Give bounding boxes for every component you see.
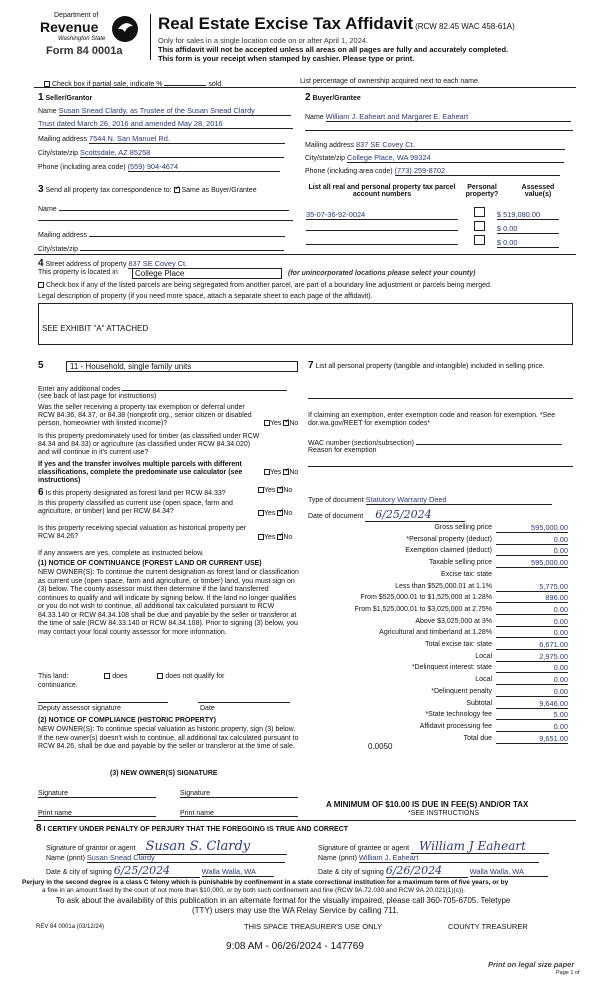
partial-percent-field[interactable] — [164, 78, 206, 86]
s3-mail-field[interactable] — [89, 229, 285, 237]
calc-row-value[interactable]: 0.00 — [496, 687, 568, 697]
calc-row-label: *Personal property (deduct) — [406, 535, 492, 543]
calc-row-value[interactable]: 0.00 — [496, 546, 568, 556]
grantor-signature-field[interactable]: Susan S. Clardy — [137, 839, 287, 855]
dor-logo — [40, 12, 140, 58]
doc-date-label: Date of document — [308, 513, 364, 520]
street-label: Street address of property — [45, 261, 127, 268]
historic-question: Is this property receiving special valuation as historical property per RCW 84.26? — [38, 525, 247, 540]
calc-row-value[interactable]: 0.00 — [496, 628, 568, 638]
calc-row — [300, 593, 572, 604]
partial-sale-label: Check box if partial sale, indicate % — [51, 81, 163, 88]
section-3-number: 3 — [38, 184, 44, 195]
grantor-date-field[interactable]: 6/25/2024 — [114, 864, 200, 878]
location-note: (for unincorporated locations please select your county) — [288, 270, 476, 277]
treasurer-use: THIS SPACE TREASURER'S USE ONLY — [244, 922, 383, 931]
segregated-checkbox[interactable] — [38, 282, 44, 288]
s3-text: Send all property tax correspondence to: — [45, 187, 172, 194]
assessed-value-field[interactable]: $ 519,080.00 — [497, 210, 559, 220]
calc-row — [300, 734, 572, 745]
calc-row — [300, 535, 572, 546]
q1-yes-checkbox[interactable] — [264, 420, 270, 426]
buyer-mail-label: Mailing address — [305, 142, 355, 149]
grantee-date-label: Date & city of signing — [318, 869, 384, 876]
grantor-name-label: Name (print) — [46, 855, 85, 862]
calc-row — [300, 699, 572, 710]
calc-row-value[interactable]: 595,000.00 — [496, 523, 568, 533]
yes-label: Yes — [264, 487, 276, 494]
yes-label: Yes — [264, 510, 276, 517]
buyer-phone-field[interactable]: (773) 259-8702 — [395, 166, 560, 176]
legal-description-box[interactable] — [38, 303, 573, 345]
calc-row — [300, 546, 572, 557]
print-name-label-1: Print name — [38, 810, 72, 817]
calc-row-value[interactable]: 6,671.00 — [496, 640, 568, 650]
calc-row — [300, 675, 572, 686]
calc-row-value[interactable]: 0.00 — [496, 663, 568, 673]
notice-2-heading: (2) NOTICE OF COMPLIANCE (HISTORIC PROPERTY) — [38, 717, 216, 724]
instructions-note: *SEE INSTRUCTIONS — [408, 810, 480, 817]
s6q3-yes-checkbox[interactable] — [258, 534, 264, 540]
calc-row-value[interactable]: 0.00 — [496, 722, 568, 732]
exemption-question: Was the seller receiving a property tax exemption or deferral under RCW 84.36, 84.37, or 84.38 (nonprofit org., senior citizen or disabled person, homeowner with limited income)? — [38, 404, 252, 427]
s3-city-field[interactable] — [80, 243, 284, 251]
form-number: Form 84 0001a — [46, 45, 123, 57]
perjury-line-2: a fine in an amount fixed by the court of not more than $10,000, or by both such confinement and fine (RCW 9A.72.030 and RCW 9A.20.021(1)(c)). — [42, 887, 466, 894]
no-label: No — [289, 469, 299, 476]
buyer-heading: Buyer/Grantee — [312, 95, 361, 102]
rev-number: REV 84 0001a (03/12/24) — [36, 924, 105, 930]
parcel-header: List all real and personal property tax parcel account numbers — [308, 184, 456, 198]
calc-row-label: Agricultural and timberland at 1.28% — [379, 629, 492, 637]
s6q2-yes-checkbox[interactable] — [258, 510, 264, 516]
grantee-city-field[interactable]: Walla Walla, WA — [470, 867, 548, 877]
assessed-value-field[interactable]: $ 0.00 — [497, 224, 559, 234]
parcel-row — [306, 221, 572, 234]
calc-row — [300, 523, 572, 534]
s3-city-label: City/state/zip — [38, 246, 79, 253]
grantee-name-field[interactable]: William J. Eaheart — [359, 853, 539, 863]
grantor-name-field[interactable]: Susan Snead Clardy — [87, 853, 285, 863]
calc-row — [300, 617, 572, 628]
additional-codes-field[interactable] — [122, 383, 287, 391]
reason-label: Reason for exemption — [308, 447, 377, 454]
deputy-label: Deputy assessor signature — [38, 705, 121, 712]
grantee-date-field[interactable]: 6/26/2024 — [386, 864, 468, 878]
seller-mail-label: Mailing address — [38, 136, 88, 143]
calc-row-label: Excise tax: state — [441, 570, 492, 578]
parcel-row — [306, 207, 572, 220]
yes-label: Yes — [270, 469, 282, 476]
section-4-number: 4 — [38, 258, 44, 269]
s3-name-field[interactable] — [59, 203, 289, 211]
calc-row — [300, 652, 572, 663]
seller-city-label: City/state/zip — [38, 150, 79, 157]
additional-codes-label: Enter any additional codes — [38, 386, 121, 393]
calc-row — [300, 640, 572, 651]
no-label: No — [283, 510, 293, 517]
location-value: College Place — [135, 269, 185, 278]
s6q2-yes-no — [258, 510, 292, 517]
grantor-date-label: Date & city of signing — [46, 869, 112, 876]
s6q2-no-checkbox[interactable] — [277, 510, 283, 516]
buyer-city-field[interactable]: College Place, WA 99324 — [347, 153, 564, 163]
parcel-number-field[interactable] — [306, 222, 458, 231]
calc-row-value[interactable]: 5.00 — [496, 710, 568, 720]
personal-property-checkbox[interactable] — [474, 207, 485, 217]
continuance-label: continuance. — [38, 682, 78, 689]
calc-row-value[interactable]: 5,775.00 — [496, 582, 568, 592]
property-use-value: 11 - Household, single family units — [70, 362, 192, 371]
s6-note: If any answers are yes, complete as instructed below. — [38, 550, 204, 557]
calc-row-label: Exemption claimed (deduct) — [405, 547, 492, 555]
notice-2-body: NEW OWNER(S): To continue special valuation as historic property, sign (3) below. If the new owner(s) doesn't wish to continue, all additional tax calculated pursuant to RCW 84.26, shall be due and payable by the seller or transferor at the time of sale. — [38, 726, 299, 750]
calc-row — [300, 722, 572, 733]
s6q1-yes-checkbox[interactable] — [258, 487, 264, 493]
calc-row-value[interactable]: 0.00 — [496, 605, 568, 615]
forest-question: Is this property designated as forest land per RCW 84.33? — [45, 490, 226, 497]
location-label: This property is located in — [38, 269, 118, 276]
calc-row — [300, 605, 572, 616]
section-2-number: 2 — [305, 92, 311, 103]
street-field[interactable]: 837 SE Covey Ct. — [128, 259, 248, 269]
signature-label-1: Signature — [38, 790, 68, 797]
calc-row — [300, 710, 572, 721]
dept-line2: Revenue — [40, 19, 99, 35]
timber-question-bold: If yes and the transfer involves multiple parcels with different classifications, complete the predominate use calculator (see instructions) — [38, 461, 243, 484]
calc-row-label: *Delinquent interest: state — [411, 664, 492, 672]
notice-1-body: NEW OWNER(S): To continue the current designation as forest land or classification as current use (open space, farm and agriculture, or timber) land, you must sign on (3) below. The county assessor must then determine if the land transferred continues to qualify and will indicate by signing below. If the land no longer qualifies or you do not wish to continue, all additional tax calculated pursuant to RCW 84.33.140 or RCW 84.34.108 shall be due and payable by the seller or transferor at the time of sale (RCW 84.33.140 or RCW 84.34.108). Prior to signing (3) below, you may contact your local county assessor for more information. — [38, 569, 299, 636]
calc-row-label: *Delinquent penalty — [431, 687, 492, 695]
county-treasurer: COUNTY TREASURER — [448, 922, 528, 931]
no-label: No — [283, 534, 293, 541]
seller-heading: Seller/Grantor — [45, 95, 93, 102]
parcel-number-field[interactable]: 35-07-36-92-0024 — [306, 210, 458, 220]
certify-text: I CERTIFY UNDER PENALTY OF PERJURY THAT THE FOREGOING IS TRUE AND CORRECT — [43, 826, 349, 833]
perjury-line-1: Perjury in the second degree is a class C felony which is punishable by confinement in a state correctional institution for a maximum term of five years, or by — [22, 879, 509, 886]
yes-label: Yes — [264, 534, 276, 541]
partial-sold-label: sold. — [208, 81, 224, 88]
calc-row — [300, 687, 572, 698]
assessed-value-field[interactable]: $ 0.00 — [497, 238, 559, 248]
seller-name-field[interactable]: Susan Snead Clardy, as Trustee of the Susan Snead Clardy — [59, 106, 291, 116]
calc-row-value[interactable]: 896.00 — [496, 593, 568, 603]
personal-header: Personal property? — [465, 184, 499, 198]
q2-no-checkbox[interactable] — [283, 469, 289, 475]
calc-row-label: Subtotal — [466, 699, 492, 707]
subtitle-3: This form is your receipt when stamped by cashier. Please type or print. — [158, 54, 415, 63]
wac-field[interactable] — [416, 437, 562, 445]
s7-text: List all personal property (tangible and intangible) included in selling price. — [315, 363, 545, 370]
property-use-select[interactable] — [66, 361, 298, 372]
calc-row-label: Local — [475, 652, 492, 660]
ownership-note: List percentage of ownership acquired next to each name. — [300, 78, 480, 85]
citation: (RCW 82.45 WAC 458-61A) — [415, 22, 515, 31]
doc-type-label: Type of document — [308, 497, 364, 504]
seller-phone-label: Phone (including area code) — [38, 164, 126, 171]
calc-row — [300, 558, 572, 569]
seller-phone-field[interactable]: (559) 904-4674 — [128, 162, 280, 172]
calc-row-label: From $525,000.01 to $1,525,000 at 1.28% — [360, 594, 492, 602]
does-checkbox[interactable] — [104, 673, 110, 679]
buyer-name-field[interactable]: William J. Eaheart and Margaret E. Eaheart — [326, 112, 571, 122]
no-label: No — [283, 487, 293, 494]
grantor-sig-label: Signature of grantor or agent — [46, 845, 136, 852]
grantee-sig-label: Signature of grantee or agent — [318, 845, 410, 852]
yes-label: Yes — [270, 420, 282, 427]
q1-yes-no — [264, 420, 298, 427]
does-not-qualify-checkbox[interactable] — [157, 673, 163, 679]
section-1-number: 1 — [38, 92, 44, 103]
calc-row-value[interactable]: 9,651.00 — [496, 734, 568, 744]
calc-row-label: Gross selling price — [434, 524, 492, 531]
alt-format-1: To ask about the availability of this publication in an alternate format for the visually impaired, please call 360-705-6705. Teletype — [56, 896, 511, 905]
s6q1-yes-no — [258, 487, 292, 494]
calc-row-label: *State technology fee — [425, 711, 492, 719]
date-label: Date — [200, 705, 215, 712]
calc-row-label: Affidavit processing fee — [419, 722, 492, 730]
calc-row-label: Less than $525,000.01 at 1.1% — [395, 582, 492, 590]
calc-row — [300, 628, 572, 639]
calc-row — [300, 663, 572, 674]
wac-label: WAC number (section/subsection) — [308, 440, 414, 447]
calc-row-label: Local — [475, 676, 492, 684]
notice-1-heading: (1) NOTICE OF CONTINUANCE (FOREST LAND OR CURRENT USE) — [38, 560, 262, 567]
section-8-number: 8 — [36, 823, 42, 834]
section-5-number: 5 — [38, 360, 44, 371]
perjury-notice — [22, 879, 600, 886]
doc-date-field[interactable]: 6/25/2024 — [365, 508, 465, 522]
doc-type-field[interactable]: Statutory Warranty Deed — [366, 495, 552, 505]
calc-row — [300, 570, 572, 581]
q2-yes-checkbox[interactable] — [264, 469, 270, 475]
grantee-signature-field[interactable]: William J Eaheart — [411, 839, 549, 854]
legal-label: Legal description of property (if you need more space, attach a separate sheet to each page of the affidavit). — [38, 293, 373, 300]
land-label: This land: — [38, 673, 69, 680]
q1-no-checkbox[interactable] — [283, 420, 289, 426]
buyer-name-label: Name — [305, 114, 324, 121]
calc-row-label: From $1,525,000.01 to $3,025,000 at 2.75% — [354, 605, 492, 613]
grantor-city-field[interactable]: Walla Walla, WA — [202, 867, 274, 877]
seller-name-label: Name — [38, 108, 57, 115]
local-rate: 0.0050 — [368, 742, 393, 751]
grantee-name-label: Name (print) — [318, 855, 357, 862]
print-name-label-2: Print name — [180, 810, 214, 817]
page-number: Page 1 of — [556, 970, 580, 976]
s6q3-yes-no — [258, 534, 292, 541]
parcel-row — [306, 235, 572, 248]
page-title: Real Estate Excise Tax Affidavit — [158, 14, 414, 33]
no-label: No — [289, 420, 299, 427]
seller-name-field-2[interactable]: Trust dated March 26, 2016 and amended May 28, 2016 — [38, 119, 293, 129]
form-title-block — [158, 14, 598, 63]
subtitle-2: This affidavit will not be accepted unless all areas on all pages are fully and accurately completed. — [158, 45, 509, 54]
calc-row-label: Total excise tax: state — [425, 641, 492, 648]
calc-row-value[interactable]: 0.00 — [496, 535, 568, 545]
calc-row-label: Taxable selling price — [428, 559, 492, 567]
s6q1-no-checkbox[interactable] — [277, 487, 283, 493]
alt-format-2: (TTY) users may use the WA Relay Service by calling 711. — [192, 906, 399, 915]
land-qualify-row — [38, 673, 225, 680]
seller-city-field[interactable]: Scottsdale, AZ 85258 — [80, 148, 284, 158]
minimum-note: A MINIMUM OF $10.00 IS DUE IN FEE(S) AND/OR TAX — [326, 800, 529, 809]
buyer-mail-field[interactable]: 837 SE Covey Ct. — [356, 140, 565, 150]
legal-description-value: SEE EXHIBIT "A" ATTACHED — [42, 324, 149, 333]
notice-3-heading: (3) NEW OWNER(S) SIGNATURE — [110, 770, 218, 777]
calc-row — [300, 582, 572, 593]
personal-property-checkbox[interactable] — [474, 221, 485, 231]
parcel-number-field[interactable] — [306, 236, 458, 245]
location-select[interactable] — [132, 268, 282, 279]
calc-row-value[interactable]: 0.00 — [496, 675, 568, 685]
signature-label-2: Signature — [180, 790, 210, 797]
personal-property-checkbox[interactable] — [474, 235, 485, 245]
buyer-city-label: City/state/zip — [305, 155, 346, 162]
buyer-phone-label: Phone (including area code) — [305, 168, 393, 175]
s6q3-no-checkbox[interactable] — [277, 534, 283, 540]
q2-yes-no — [264, 469, 298, 476]
calc-row-value[interactable]: 9,646.00 — [496, 699, 568, 709]
print-note: Print on legal size paper — [488, 960, 575, 969]
section-7-number: 7 — [308, 360, 314, 371]
s3-name-label: Name — [38, 206, 57, 213]
same-as-buyer-checkbox[interactable] — [174, 187, 180, 193]
dept-line1: Department of — [54, 12, 99, 19]
section-6-number: 6 — [38, 487, 44, 498]
timber-question: Is this property predominately used for timber (as classified under RCW 84.34 and 84.33) or agriculture (as classified under RCW 84.34.020) and will continue in it's current use? — [38, 433, 260, 456]
calc-row-value[interactable]: 595,000.00 — [496, 558, 568, 568]
assessed-header: Assessed value(s) — [521, 184, 555, 198]
calc-row-value[interactable]: 0.00 — [496, 617, 568, 627]
same-as-buyer-label: Same as Buyer/Grantee — [181, 187, 257, 194]
wa-logo-icon — [110, 14, 140, 44]
codes-note: (see back of last page for instructions) — [38, 393, 157, 400]
cashier-stamp: 9:08 AM - 06/26/2024 - 147769 — [226, 941, 364, 952]
subtitle-1: Only for sales in a single location code on or after April 1, 2024. — [158, 36, 369, 45]
seller-mail-field[interactable]: 7544 N. San Manuel Rd. — [89, 134, 285, 144]
calc-row-value[interactable]: 2,975.00 — [496, 652, 568, 662]
segregated-label: Check box if any of the listed parcels are being segregated from another parcel, are part of a boundary line adjustment or parcels being merged. — [45, 282, 492, 289]
exemption-note: If claiming an exemption, enter exemption code and reason for exemption. *See dor.wa.gov/REET for exemption codes* — [308, 412, 556, 427]
calc-row-label: Total due — [463, 734, 492, 742]
does-label: does — [112, 673, 128, 680]
does-not-qualify-label: does not qualify for — [165, 673, 225, 680]
s3-mail-label: Mailing address — [38, 232, 88, 239]
current-use-question: Is this property classified as current use (open space, farm and agriculture, or timber) land per RCW 84.34? — [38, 500, 233, 515]
dept-line3: Washington State — [58, 36, 106, 42]
calc-row-label: Above $3,025,000 at 3% — [415, 617, 492, 625]
